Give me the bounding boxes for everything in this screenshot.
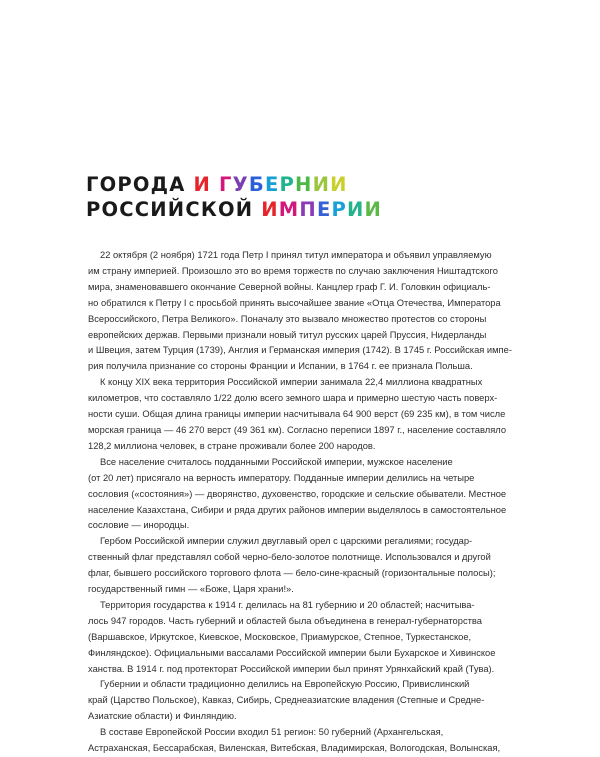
title-segment: Н bbox=[295, 173, 313, 196]
text-line: флаг, бывшего российского торгового флота — бело-сине-красный (горизонтальные полосы); bbox=[88, 568, 496, 579]
text-line: Азиатские области) и Финляндию. bbox=[88, 711, 237, 722]
text-line: морская граница — 46 270 верст (49 361 км). Согласно переписи 1897 г., население составляло bbox=[88, 424, 507, 435]
text-line: 22 октября (2 ноября) 1721 года Петр I принял титул императора и объявил управляемую bbox=[100, 250, 492, 260]
text-line: Все население считалось подданными Российской империи, мужское население bbox=[100, 456, 453, 467]
text-line: население Казахстана, Сибири и ряда других районов империи выделялось в самостоятельное bbox=[88, 504, 507, 515]
text-line: Астраханская, Бессарабская, Виленская, Витебская, Владимирская, Вологодская, Волынская, bbox=[88, 743, 501, 754]
title-segment: П bbox=[299, 198, 317, 221]
title-segment: РОССИЙСКОЙ bbox=[86, 198, 254, 221]
text-line: (Варшавское, Иркутское, Киевское, Московское, Приамурское, Степное, Туркестанское, bbox=[88, 631, 472, 642]
title-segment: И bbox=[185, 173, 220, 196]
title-segment: У bbox=[232, 173, 249, 196]
text-line: ности суши. Общая длина границы империи насчитывала 64 900 верст (69 235 км), в том числе bbox=[88, 409, 506, 420]
text-line: Гербом Российской империи служил двуглавый орел с царскими регалиями; государ- bbox=[100, 536, 473, 547]
text-line: но обратился к Петру I с просьбой принять высочайшее звание «Отца Отечества, Императора bbox=[88, 297, 501, 308]
title-segment: Р bbox=[279, 173, 296, 196]
text-line: им страну империей. Произошло это во время торжеств по случаю заключения Ништадтского bbox=[88, 265, 498, 276]
text-line: и Швеция, затем Турция (1739), Англия и Германская империя (1742). В 1745 г. Российская импе- bbox=[88, 345, 512, 356]
title-segment: И bbox=[346, 198, 365, 221]
title-segment: М bbox=[278, 198, 300, 221]
title-segment: И bbox=[330, 173, 348, 196]
title-segment: Б bbox=[248, 173, 265, 196]
text-line: В составе Европейской России входил 51 регион: 50 губерний (Архангельская, bbox=[100, 727, 444, 738]
title-line-2 bbox=[86, 197, 382, 222]
text-line: сословие — инородцы. bbox=[88, 520, 190, 531]
title-segment: ГОРОДА bbox=[86, 173, 186, 196]
title-segment: И bbox=[312, 173, 331, 196]
article-body bbox=[88, 248, 512, 757]
title-segment: И bbox=[253, 198, 279, 221]
text-line: мира, знаменовавшего окончание Северной войны. Канцлер граф Г. И. Головкин официаль- bbox=[88, 281, 491, 292]
title-segment: Е bbox=[316, 198, 332, 221]
text-line: ственный флаг представлял собой черно-бело-золотое полотнище. Использовался и другой bbox=[88, 552, 491, 563]
text-line: К концу XIX века территория Российской империи занимала 22,4 миллиона квадратных bbox=[100, 377, 483, 388]
text-line: лось 947 городов. Часть губерний и областей была объединена в генерал-губернаторства bbox=[88, 615, 482, 626]
text-line: рия получила признание со стороны Франции и Испании, в 1764 г. ее признала Польша. bbox=[88, 361, 473, 372]
text-line: Всероссийского, Петра Великого». Поначалу это вызвало множество протестов со стороны bbox=[88, 313, 487, 324]
text-line: Финляндское). Официальными вассалами Российской империи были Бухарское и Хивинское bbox=[88, 647, 496, 658]
title-segment: Р bbox=[331, 198, 347, 221]
text-line: километров, что составляло 1/22 долю всего земного шара и примерно шестую часть поверх- bbox=[88, 393, 498, 404]
text-line: Губернии и области традиционно делились на Европейскую Россию, Привислинский bbox=[100, 679, 470, 690]
title-segment: Г bbox=[219, 173, 233, 196]
text-line: государственный гимн — «Боже, Царя храни!». bbox=[88, 584, 294, 595]
page-title bbox=[86, 172, 382, 222]
text-line: сословия («состояния») — дворянство, духовенство, городские и сельские обыватели. Местное bbox=[88, 488, 507, 499]
title-segment: Е bbox=[265, 173, 280, 196]
text-line: ханства. В 1914 г. под протекторат Российской империи был принят Урянхайский край (Тува). bbox=[88, 663, 495, 674]
title-line-1 bbox=[86, 172, 382, 197]
text-line: 128,2 миллиона человек, в стране проживали более 200 народов. bbox=[88, 440, 376, 451]
text-line: европейских держав. Первыми признали новый титул русских царей Пруссия, Нидерланды bbox=[88, 329, 487, 340]
title-segment: И bbox=[364, 198, 383, 221]
text-line: край (Царство Польское), Кавказ, Сибирь, Среднеазиатские владения (Степные и Средне- bbox=[88, 695, 485, 706]
text-line: Территория государства к 1914 г. делилась на 81 губернию и 20 областей; насчитыва- bbox=[100, 599, 475, 610]
text-line: (от 20 лет) присягало на верность императору. Подданные империи делились на четыре bbox=[88, 472, 475, 483]
